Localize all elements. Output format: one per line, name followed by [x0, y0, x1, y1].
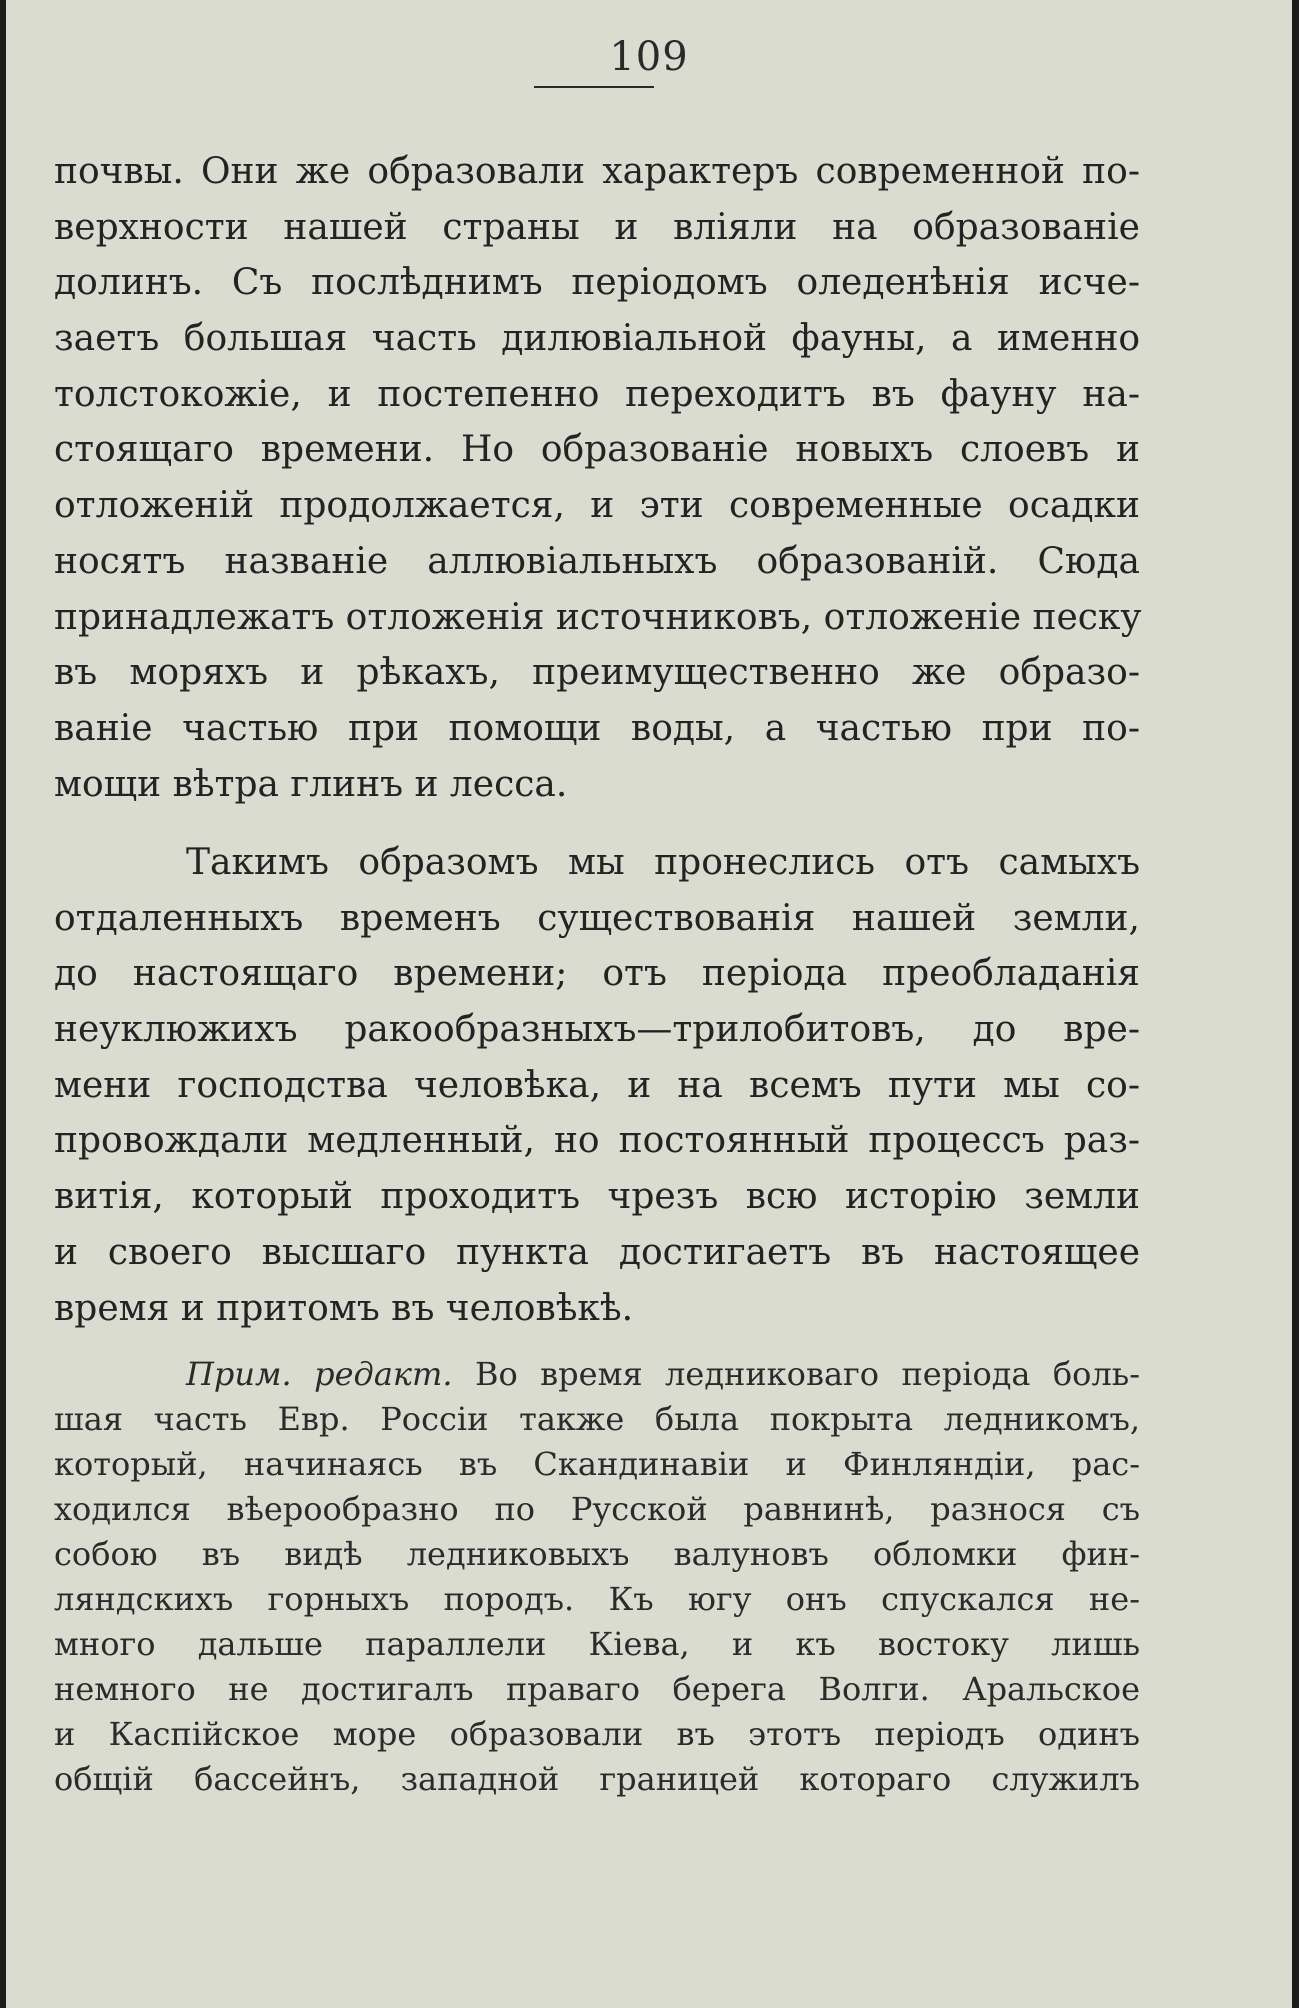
note-first-line-text: Во время ледниковаго періода боль-: [452, 1355, 1141, 1393]
text-line: мощи вѣтра глинъ и лесса.: [54, 763, 568, 805]
note-line: который, начинаясь въ Скандинавіи и Финляндіи, рас-: [54, 1445, 1140, 1483]
text-line: провождали медленный, но постоянный процессъ раз-: [54, 1120, 1140, 1162]
text-line: принадлежатъ отложенія источниковъ, отложеніе песку: [54, 596, 1142, 638]
note-line: немного не достигалъ праваго берега Волги. Аральское: [54, 1670, 1140, 1708]
note-first-line: [186, 1352, 1140, 1397]
text-line: толстокожіе, и постепенно переходитъ въ фауну на-: [54, 373, 1140, 415]
note-line: общій бассейнъ, западной границей котораго служилъ: [54, 1760, 1140, 1798]
editor-note: [54, 1352, 1140, 1802]
text-line: мени господства человѣка, и на всемъ пути мы со-: [54, 1064, 1140, 1106]
text-line: въ моряхъ и рѣкахъ, преимущественно же образо-: [54, 652, 1140, 694]
text-line: Такимъ образомъ мы пронеслись отъ самыхъ: [186, 842, 1140, 883]
text-line: носятъ названіе аллювіальныхъ образованій. Сюда: [54, 540, 1140, 582]
text-line: отложеній продолжается, и эти современные осадки: [54, 485, 1140, 527]
text-line: отдаленныхъ временъ существованія нашей земли,: [54, 897, 1140, 939]
text-line: почвы. Они же образовали характеръ современной по-: [54, 151, 1140, 192]
text-line: витія, который проходитъ чрезъ всю исторію земли: [54, 1176, 1140, 1218]
paragraph-1: [54, 144, 1140, 812]
note-label: Прим. редакт.: [186, 1355, 453, 1393]
text-line: верхности нашей страны и вліяли на образованіе: [54, 206, 1140, 248]
text-line: неуклюжихъ ракообразныхъ—трилобитовъ, до вре-: [54, 1009, 1140, 1051]
text-line: время и притомъ въ человѣкѣ.: [54, 1287, 634, 1329]
note-line: ходился вѣерообразно по Русской равнинѣ, разнося съ: [54, 1490, 1140, 1528]
page-number: 109: [609, 34, 689, 80]
note-line: шая часть Евр. Россіи также была покрыта ледникомъ,: [54, 1400, 1140, 1438]
note-line: ляндскихъ горныхъ породъ. Къ югу онъ спускался не-: [54, 1580, 1140, 1618]
note-line: и Каспійское море образовали въ этотъ періодъ одинъ: [54, 1715, 1140, 1753]
book-page: [6, 0, 1292, 2008]
text-line: стоящаго времени. Но образованіе новыхъ слоевъ и: [54, 429, 1140, 471]
text-line: долинъ. Съ послѣднимъ періодомъ оледенѣнія исче-: [54, 262, 1140, 304]
page-number-underline: [534, 86, 654, 88]
paragraph-2: [54, 835, 1140, 1336]
text-line: до настоящаго времени; отъ періода преобладанія: [54, 953, 1140, 995]
note-line: собою въ видѣ ледниковыхъ валуновъ обломки фин-: [54, 1535, 1140, 1573]
note-line: много дальше параллели Кіева, и къ востоку лишь: [54, 1625, 1140, 1663]
text-line: заетъ большая часть дилювіальной фауны, а именно: [54, 318, 1140, 360]
text-line: и своего высшаго пункта достигаетъ въ настоящее: [54, 1231, 1140, 1273]
text-line: ваніе частью при помощи воды, а частью при по-: [54, 707, 1140, 749]
